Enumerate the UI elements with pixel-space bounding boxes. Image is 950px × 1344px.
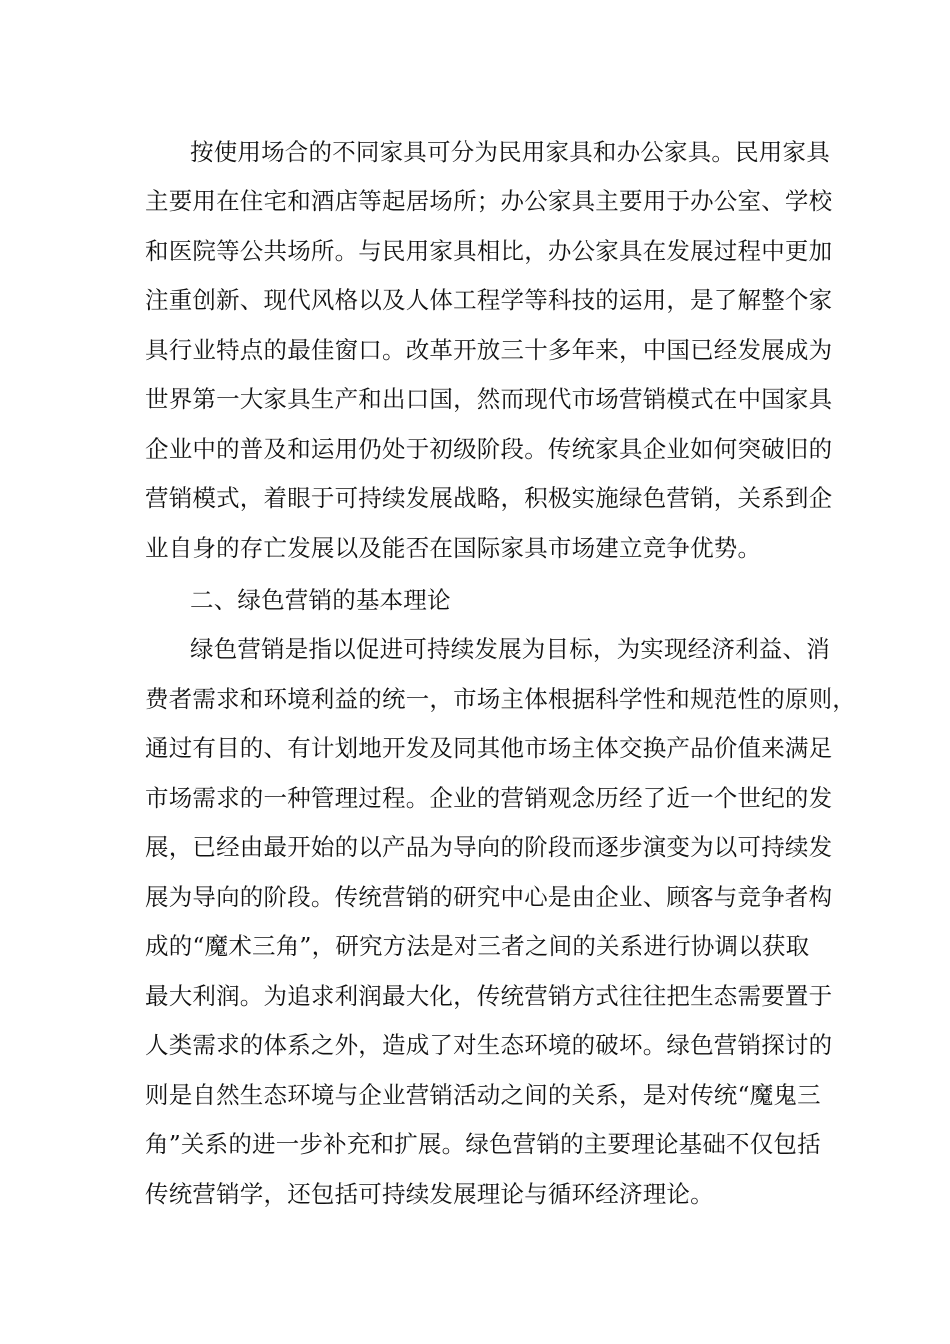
paragraph-1-line-1: 按使用场合的不同家具可分为民用家具和办公家具。民用家具 <box>190 138 830 166</box>
paragraph-2-line-3: 通过有目的、有计划地开发及同其他市场主体交换产品价值来满足 <box>145 734 833 762</box>
paragraph-2-line-11: 角”关系的进一步补充和扩展。绿色营销的主要理论基础不仅包括 <box>145 1130 821 1158</box>
paragraph-1-line-6: 世界第一大家具生产和出口国，然而现代市场营销模式在中国家具 <box>145 385 833 413</box>
paragraph-2-line-2: 费者需求和环境利益的统一，市场主体根据科学性和规范性的原则， <box>145 685 856 713</box>
paragraph-2-line-4: 市场需求的一种管理过程。企业的营销观念历经了近一个世纪的发 <box>145 784 833 812</box>
paragraph-1-line-8: 营销模式，着眼于可持续发展战略，积极实施绿色营销，关系到企 <box>145 484 833 512</box>
paragraph-1-line-3: 和医院等公共场所。与民用家具相比，办公家具在发展过程中更加 <box>145 237 833 265</box>
paragraph-1-line-7: 企业中的普及和运用仍处于初级阶段。传统家具企业如何突破旧的 <box>145 435 833 463</box>
paragraph-2-line-7: 成的“魔术三角”，研究方法是对三者之间的关系进行协调以获取 <box>145 932 810 960</box>
paragraph-2-line-9: 人类需求的体系之外，造成了对生态环境的破坏。绿色营销探讨的 <box>145 1031 833 1059</box>
paragraph-2-line-1: 绿色营销是指以促进可持续发展为目标，为实现经济利益、消 <box>190 635 830 663</box>
paragraph-2-line-12: 传统营销学，还包括可持续发展理论与循环经济理论。 <box>145 1180 714 1208</box>
paragraph-2-line-8: 最大利润。为追求利润最大化，传统营销方式往往把生态需要置于 <box>145 982 833 1010</box>
paragraph-2-line-6: 展为导向的阶段。传统营销的研究中心是由企业、顾客与竞争者构 <box>145 883 833 911</box>
paragraph-1-line-5: 具行业特点的最佳窗口。改革开放三十多年来，中国已经发展成为 <box>145 336 833 364</box>
paragraph-2-line-5: 展，已经由最开始的以产品为导向的阶段而逐步演变为以可持续发 <box>145 833 833 861</box>
section-heading: 二、绿色营销的基本理论 <box>190 586 451 614</box>
paragraph-1-line-9: 业自身的存亡发展以及能否在国际家具市场建立竞争优势。 <box>145 534 762 562</box>
paragraph-1-line-2: 主要用在住宅和酒店等起居场所；办公家具主要用于办公室、学校 <box>145 187 833 215</box>
paragraph-2-line-10: 则是自然生态环境与企业营销活动之间的关系，是对传统“魔鬼三 <box>145 1081 821 1109</box>
paragraph-1-line-4: 注重创新、现代风格以及人体工程学等科技的运用，是了解整个家 <box>145 286 833 314</box>
